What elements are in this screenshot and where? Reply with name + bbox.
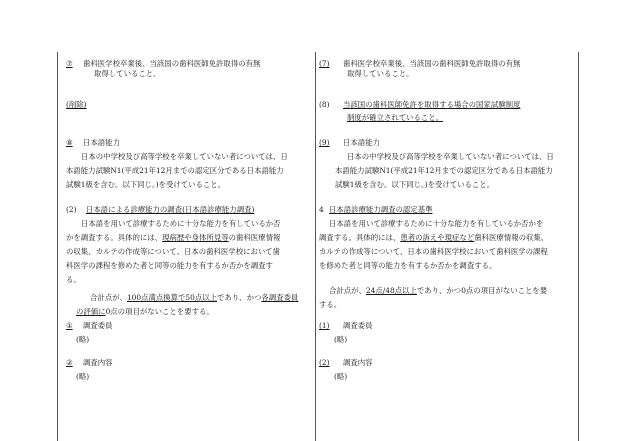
- item-number: ⑧: [66, 138, 73, 147]
- sub-number: ②: [66, 358, 73, 367]
- item-text: 歯科医学校卒業後、当該国の歯科医師免許取得の有無: [343, 59, 521, 68]
- left-item-8: [66, 138, 315, 190]
- paragraph-line: 日本語を用いて診療するために十分な能力を有しているか否: [81, 219, 281, 228]
- underlined-text: 24点/48点以上: [365, 286, 417, 295]
- sub-title: 調査委員: [343, 321, 373, 330]
- paragraph-line: 日本の中学校及び高等学校を卒業していない者については、日: [347, 152, 554, 161]
- right-sub-2: [319, 358, 575, 382]
- item-title: 日本語能力: [343, 138, 380, 147]
- paragraph-line: の収集、カルテの作成等について、日本の歯科医学校において歯: [66, 247, 281, 256]
- paragraph-line: 日本語を用いて診療するために十分な能力を有しているか否かを: [329, 219, 544, 228]
- item-text: 取得していること。: [347, 69, 414, 78]
- right-section-4: [319, 205, 575, 310]
- section-title: 日本語による診療能力の調査(日本語診療能力調査): [86, 205, 255, 214]
- paragraph-line: 0点の項目がないことを要する。: [105, 307, 214, 316]
- paragraph-line: であり、かつ0点の項目がないことを要: [416, 286, 548, 295]
- underlined-text: の評価に: [76, 307, 106, 316]
- sub-body: (略): [76, 372, 90, 381]
- paragraph-line: 本語能力試験N1(平成21年12月までの認定区分である日本語能力: [335, 166, 553, 175]
- item-number: ⑦: [66, 59, 73, 68]
- sub-body: (略): [76, 335, 90, 344]
- underlined-text: 100点満点換算で50点以上: [126, 293, 217, 302]
- right-sub-1: [319, 321, 575, 345]
- sub-title: 調査内容: [83, 358, 113, 367]
- left-sub-2: [66, 358, 315, 382]
- item-number: (9): [319, 138, 330, 147]
- item-text: 取得していること。: [94, 69, 161, 78]
- paragraph-line: の歯科医療情報: [228, 233, 281, 242]
- paragraph-line: 合計点が、: [329, 286, 366, 295]
- paragraph-line: する。: [319, 300, 342, 309]
- paragraph-line: 本語能力試験N1(平成21年12月までの認定区分である日本語能力: [66, 166, 284, 175]
- underlined-text: 現病歴や身体所見等: [162, 233, 229, 242]
- item-text: 当該国の歯科医師免許を取得する場合の国家試験制度: [343, 100, 521, 109]
- underlined-text: 各調査委員: [261, 293, 299, 302]
- sub-title: 調査委員: [83, 321, 113, 330]
- paragraph-line: 調査する。具体的には、: [319, 233, 401, 242]
- right-item-9: [319, 138, 575, 190]
- item-number: (8): [319, 100, 330, 109]
- paragraph-line: 試験1級を含む。以下同じ。)を受けていること。: [335, 180, 495, 189]
- paragraph-line: 試験1級を含む。以下同じ。)を受けていること。: [66, 180, 226, 189]
- item-text: 制度が確立されていること。: [347, 113, 444, 122]
- paragraph-line: 科医学の課程を修めた者と同等の能力を有するか否かを調査す: [66, 261, 273, 270]
- left-section-2: [66, 205, 315, 317]
- sub-number: (1): [319, 321, 330, 330]
- right-item-8: [319, 100, 575, 123]
- paragraph-line: る。: [66, 275, 81, 284]
- paragraph-line: 合計点が、: [90, 293, 127, 302]
- paragraph-line: 歯科医療情報の収集、: [474, 233, 549, 242]
- right-item-7: [319, 59, 575, 79]
- center-divider-line: [315, 52, 316, 441]
- underlined-text: 患者の訴えや現症など: [400, 233, 475, 242]
- section-number: (2): [66, 205, 77, 214]
- deleted-label: (削除): [66, 100, 87, 109]
- right-border-line: [578, 52, 579, 441]
- paragraph-line: を修めた者と同等の能力を有するか否かを調査する。: [319, 261, 497, 270]
- sub-number: (2): [319, 358, 330, 367]
- left-deleted-note: [66, 100, 315, 110]
- left-border-line: [57, 52, 58, 441]
- sub-number: ①: [66, 321, 73, 330]
- section-title: 日本語診療能力調査の認定基準: [329, 205, 433, 214]
- section-number: 4: [319, 205, 324, 214]
- item-title: 日本語能力: [83, 138, 120, 147]
- paragraph-line: カルテの作成等について、日本の歯科医学校において歯科医学の課程: [319, 247, 548, 256]
- left-sub-1: [66, 321, 315, 345]
- paragraph-line: であり、かつ: [217, 293, 262, 302]
- paragraph-line: 日本の中学校及び高等学校を卒業していない者については、日: [81, 152, 288, 161]
- paragraph-line: かを調査する。具体的には、: [66, 233, 163, 242]
- sub-body: (略): [334, 372, 348, 381]
- left-item-7: [66, 59, 315, 79]
- sub-title: 調査内容: [343, 358, 373, 367]
- item-number: (7): [319, 59, 330, 68]
- sub-body: (略): [334, 335, 348, 344]
- item-text: 歯科医学校卒業後、当該国の歯科医師免許取得の有無: [83, 59, 261, 68]
